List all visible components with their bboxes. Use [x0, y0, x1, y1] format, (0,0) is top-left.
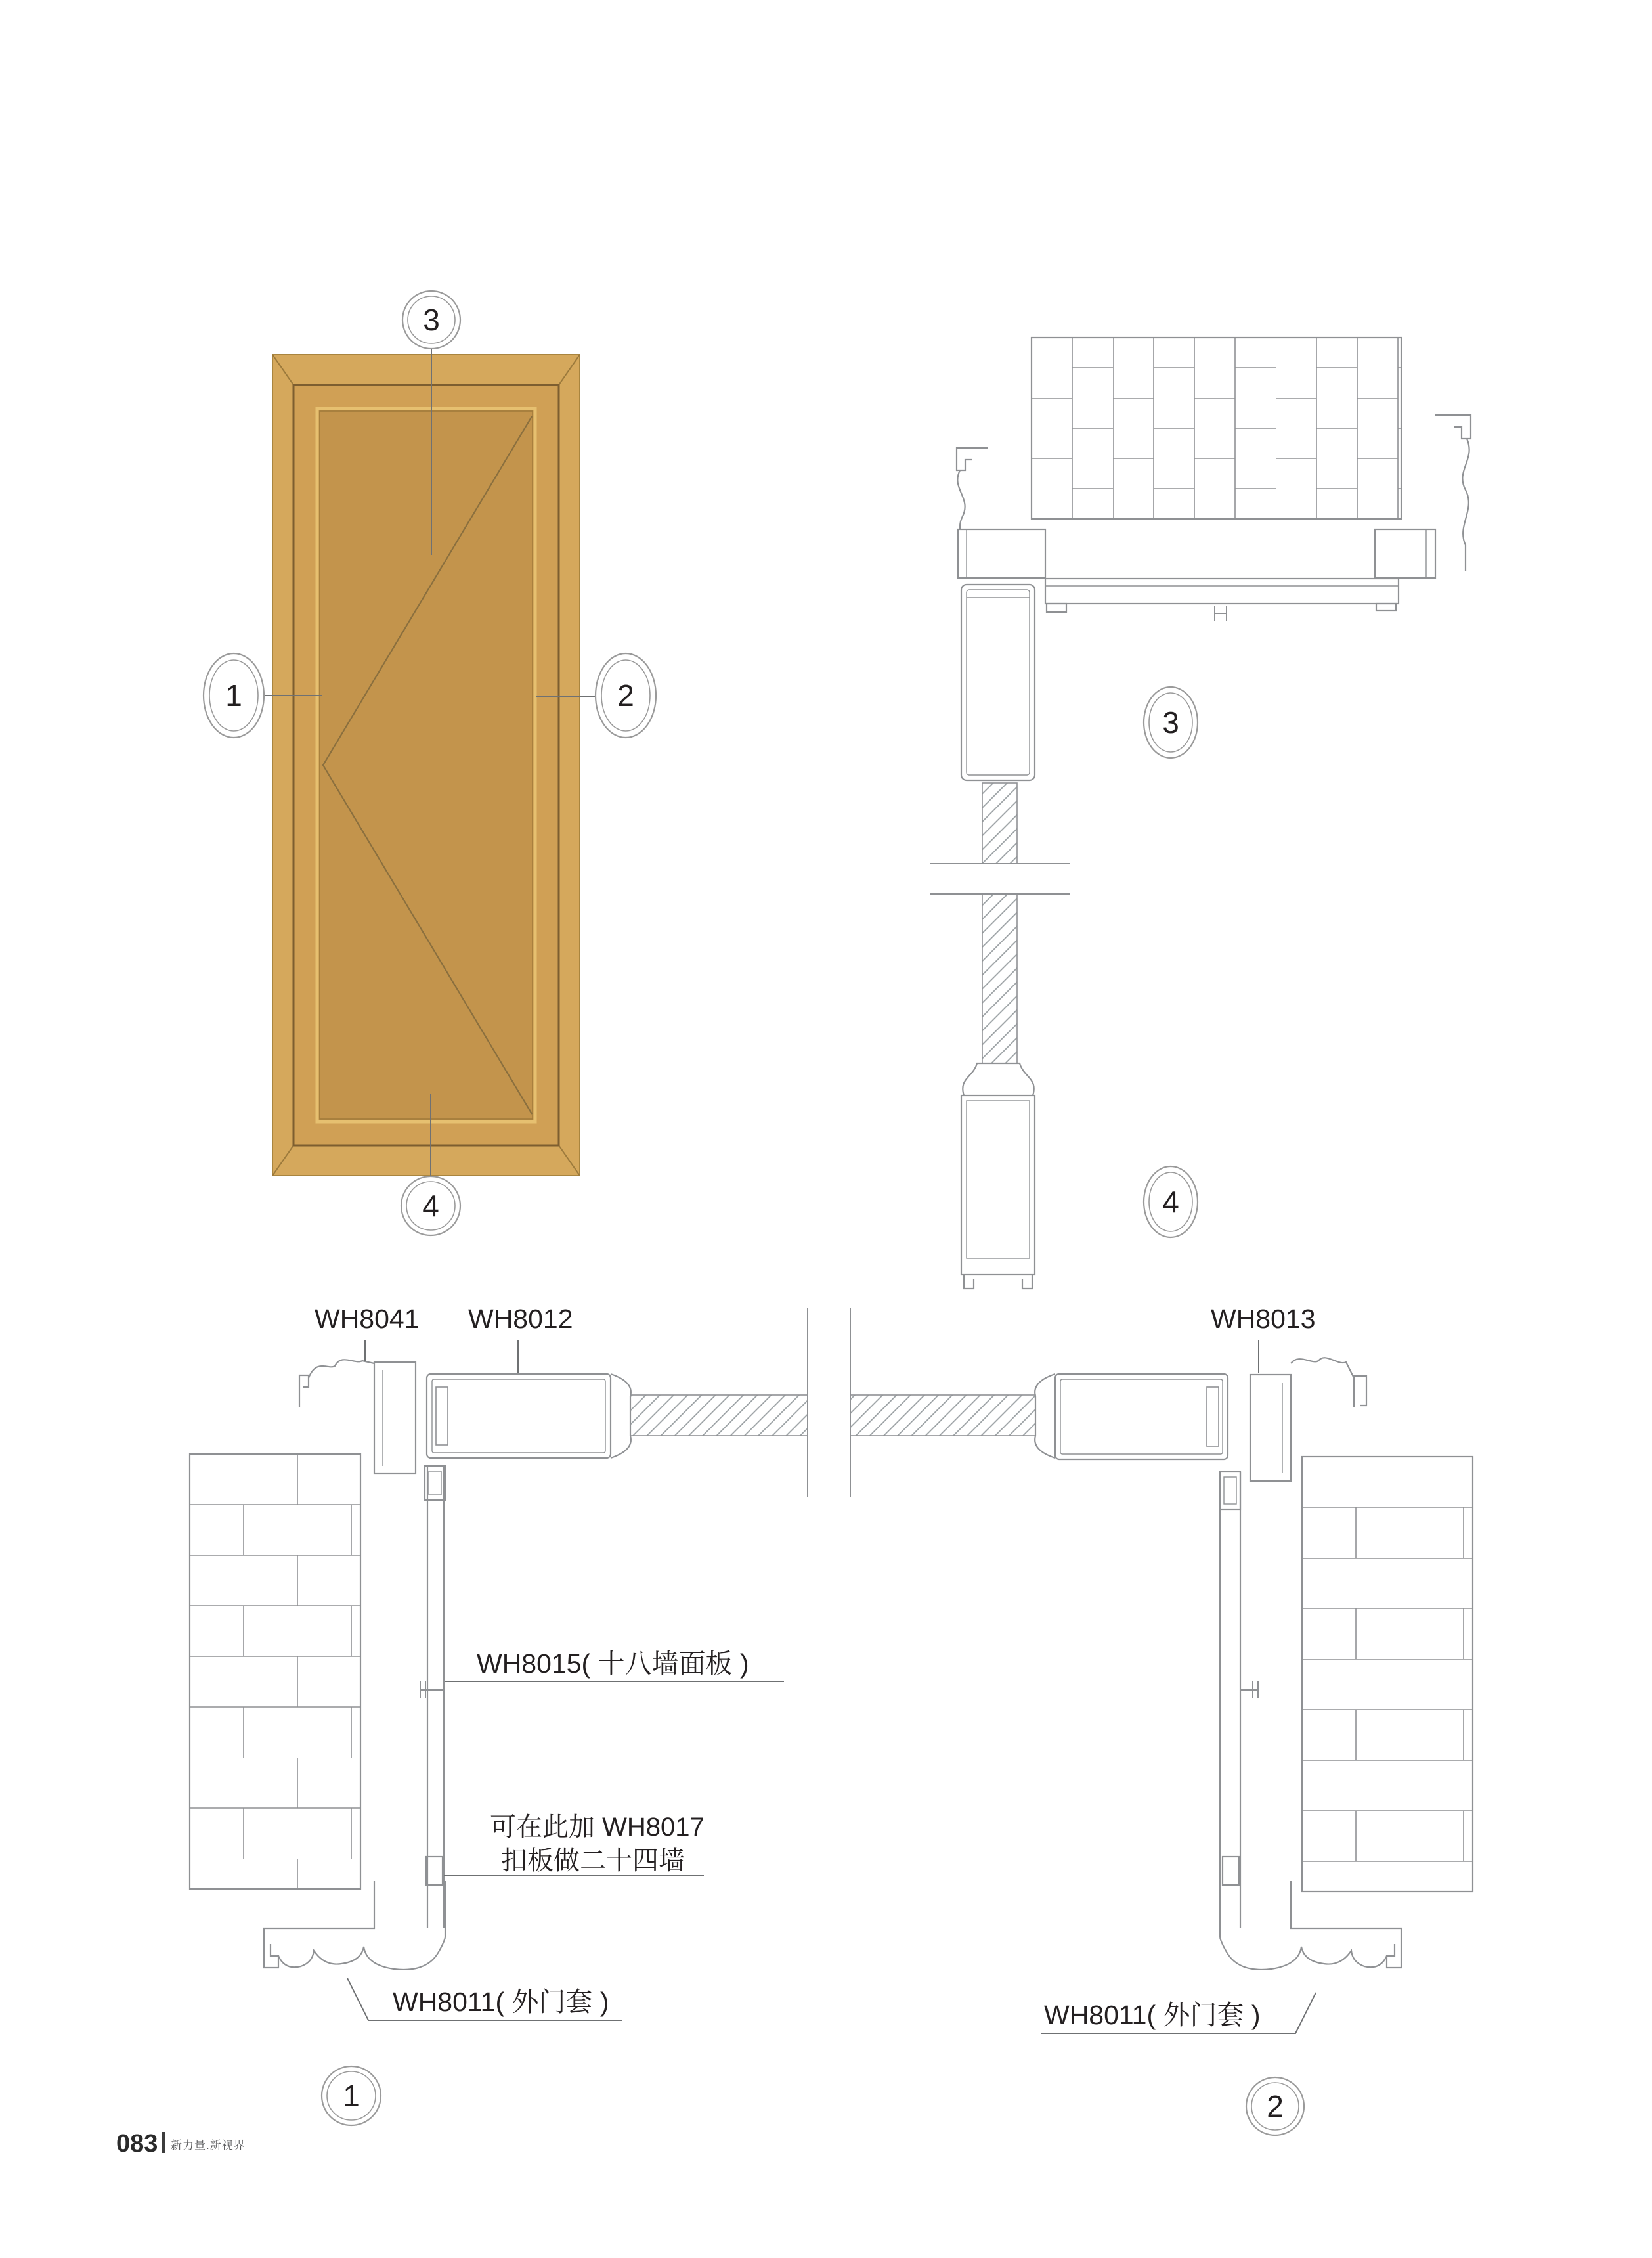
callout-bubble-2: [596, 653, 656, 738]
outer-trim-right-hook: [1354, 1376, 1366, 1407]
callout-number: 1: [225, 678, 242, 713]
architrave-molding-right-wave: [1462, 439, 1469, 571]
callout-number: 3: [423, 303, 440, 337]
horizontal-section: [190, 1304, 1473, 2135]
wh8015-label: WH8015( 十八墙面板 ): [477, 1649, 749, 1679]
wall-masonry-top: [1032, 338, 1401, 519]
callout-bubble-2: [1246, 2077, 1304, 2135]
callout-number: 1: [343, 2079, 360, 2113]
callout-bubble-3: [402, 291, 460, 349]
head-channel-left: [958, 529, 1045, 578]
outer-trim-left-channel: [374, 1362, 416, 1474]
board-clip-right-mid: [1240, 1681, 1258, 1698]
board-clip-right-top-inner: [1224, 1477, 1236, 1504]
callout-number: 2: [617, 678, 634, 713]
wh8017-note-line2: 扣板做二十四墙: [501, 1846, 685, 1875]
wh8012-label: WH8012: [468, 1304, 573, 1334]
lining-board-left: [427, 1466, 444, 1928]
wh8041-label: WH8041: [315, 1304, 420, 1334]
wall-masonry-right: [1302, 1457, 1473, 1892]
board-clip-right-bottom: [1223, 1857, 1239, 1885]
wh8017-note-line1: 可在此加 WH8017: [490, 1813, 705, 1842]
board-clip-left-top-inner: [429, 1471, 441, 1495]
break-symbol-centre: [808, 1308, 850, 1497]
outer-trim-right-wave: [1291, 1358, 1354, 1378]
leaf-panel-lower: [982, 894, 1017, 1063]
vertical-section: [930, 338, 1471, 1289]
head-rail-stop-right: [1376, 604, 1396, 611]
callout-number: 2: [1267, 2089, 1284, 2123]
callout-bubble-1: [204, 653, 264, 738]
leaf-panel-left: [630, 1395, 808, 1436]
leaf-stile-right: [1055, 1374, 1228, 1459]
board-clip-left-mid: [420, 1681, 444, 1698]
architrave-molding-left: [957, 448, 988, 470]
wh8011-right-label: WH8011( 外门套 ): [1044, 2000, 1261, 2030]
footer-tagline: 新力量.新视界: [171, 2139, 246, 2152]
leaf-panel-right: [850, 1395, 1035, 1436]
leaf-bottom-cap-molding: [963, 1063, 1033, 1096]
jamb-channel-right: [1250, 1375, 1291, 1481]
head-rail-stop-left: [1047, 604, 1066, 612]
head-rail: [1045, 579, 1399, 604]
outer-casing-right: [1220, 1881, 1401, 1970]
door-panel: [320, 411, 533, 1119]
leaf-stile-left: [427, 1374, 611, 1458]
callout-bubble-4: [401, 1176, 460, 1235]
callout-bubble-1: [322, 2066, 381, 2125]
callout-number: 4: [422, 1189, 439, 1223]
wh8011-left-label: WH8011( 外门套 ): [393, 1987, 609, 2017]
architrave-molding-right: [1435, 415, 1471, 439]
leaf-stile-left-cap: [611, 1374, 631, 1458]
break-symbol: [930, 864, 1070, 894]
page-number: 083: [116, 2130, 158, 2158]
head-rail-clip: [1215, 606, 1227, 621]
wh8013-label: WH8013: [1211, 1304, 1316, 1334]
page-footer: [116, 2130, 246, 2158]
leaf-bottom-rail: [961, 1096, 1035, 1275]
footer-divider: [162, 2132, 165, 2153]
leaf-top-rail: [961, 585, 1035, 780]
callout-bubble-4: [1144, 1166, 1198, 1237]
wall-masonry-left: [190, 1454, 360, 1889]
callout-number: 3: [1162, 705, 1179, 740]
board-clip-left-bottom: [426, 1857, 443, 1885]
leaf-panel-upper: [982, 783, 1017, 864]
door-elevation: [204, 291, 656, 1235]
leaf-bottom-rail-feet: [964, 1275, 1032, 1289]
leaf-stile-right-cap: [1035, 1374, 1055, 1458]
outer-casing-left: [264, 1881, 445, 1970]
callout-number: 4: [1162, 1185, 1179, 1219]
callout-bubble-3: [1144, 687, 1198, 758]
outer-trim-left-hook: [299, 1375, 309, 1407]
outer-trim-left-wave: [309, 1360, 374, 1378]
